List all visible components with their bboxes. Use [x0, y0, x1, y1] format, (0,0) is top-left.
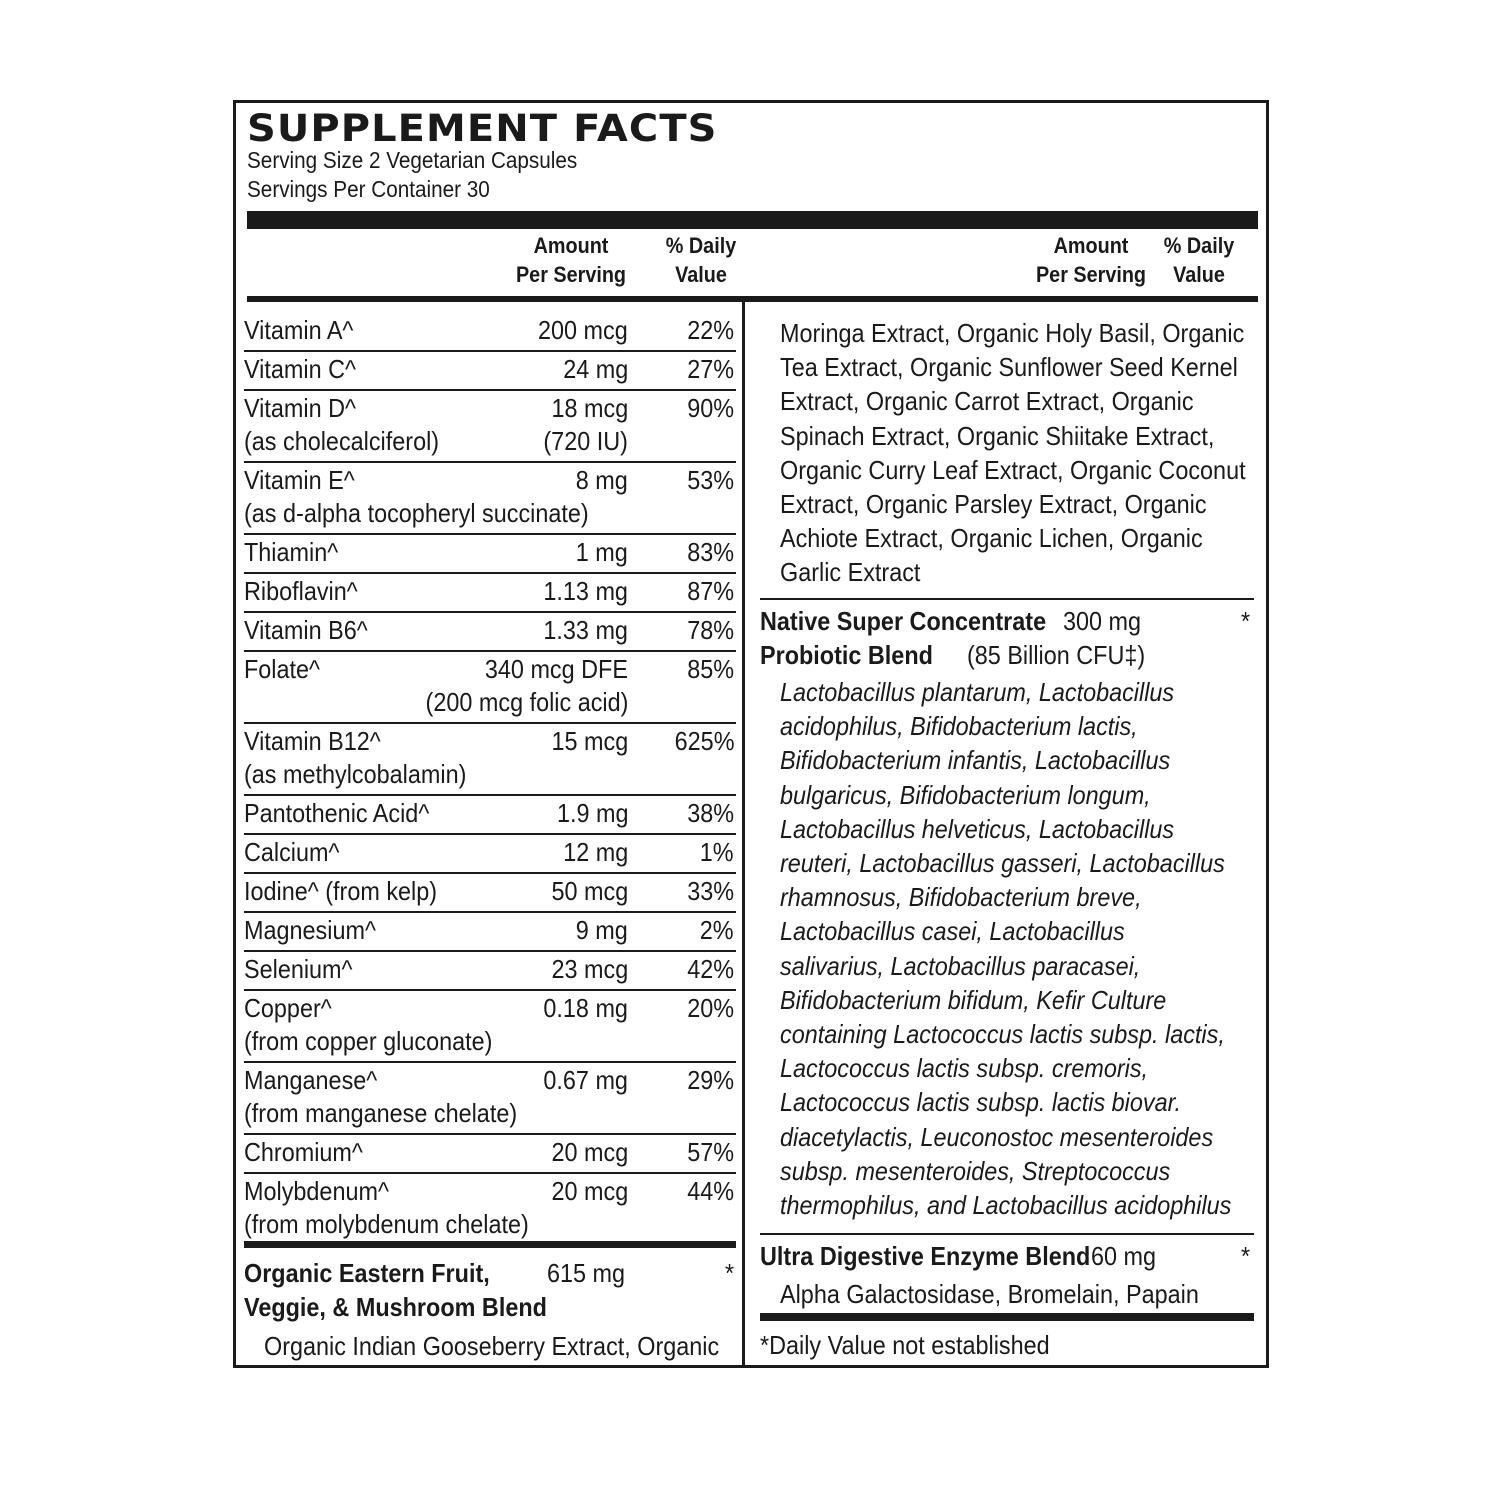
nutrient-amount: 18 mcg	[551, 393, 628, 423]
left-amount-header: Amount Per Serving	[515, 233, 627, 287]
nutrient-subname: (as cholecalciferol)	[244, 426, 440, 456]
nutrient-name: Magnesium^	[244, 915, 376, 945]
nutrient-subname: (as d-alpha tocopheryl succinate)	[244, 498, 589, 528]
enzyme-name: Ultra Digestive Enzyme Blend	[760, 1241, 1091, 1271]
nutrient-subamount: (200 mcg folic acid)	[425, 687, 628, 717]
nutrient-dv: 38%	[687, 798, 734, 828]
nutrient-dv: 20%	[687, 993, 734, 1023]
nutrient-amount: 1.13 mg	[543, 576, 628, 606]
nutrient-row	[244, 835, 736, 874]
nutrient-dv: 1%	[700, 837, 734, 867]
nutrient-amount: 15 mcg	[551, 726, 628, 756]
strain-line: containing Lactococcus lactis subsp. lactis,	[780, 1019, 1225, 1049]
probiotic-name-1: Native Super Concentrate	[760, 606, 1047, 636]
fruit-ingredient-line: Moringa Extract, Organic Holy Basil, Organic	[780, 318, 1245, 348]
nutrient-subname: (from copper gluconate)	[244, 1026, 493, 1056]
fruit-blend-ingredients-start: Organic Indian Gooseberry Extract, Organic	[264, 1331, 720, 1361]
nutrient-name: Selenium^	[244, 954, 353, 984]
column-divider	[742, 301, 745, 1365]
nutrient-name: Vitamin B12^	[244, 726, 381, 756]
strain-line: reuteri, Lactobacillus gasseri, Lactobacillus	[780, 848, 1225, 878]
nutrient-dv: 78%	[687, 615, 734, 645]
nutrient-amount: 0.67 mg	[543, 1065, 628, 1095]
probiotic-dv: *	[1241, 606, 1251, 636]
nutrient-amount: 20 mcg	[551, 1137, 628, 1167]
fruit-ingredient-line: Extract, Organic Parsley Extract, Organic	[780, 489, 1207, 519]
strain-line: Bifidobacterium bifidum, Kefir Culture	[780, 984, 1167, 1015]
nutrient-dv: 22%	[687, 315, 734, 345]
probiotic-amount: 300 mg	[1063, 606, 1142, 636]
nutrient-amount: 12 mg	[562, 837, 628, 867]
probiotic-cfu: (85 Billion CFU‡)	[967, 640, 1146, 670]
strain-line: subsp. mesenteroides, Streptococcus	[780, 1155, 1171, 1186]
nutrient-row	[244, 952, 736, 991]
panel-title: SUPPLEMENT FACTS	[247, 107, 718, 150]
nutrient-amount: 50 mcg	[551, 876, 628, 906]
header-bottom-bar	[247, 296, 1258, 302]
nutrient-amount: 24 mg	[562, 354, 628, 384]
enzyme-ingredients: Alpha Galactosidase, Bromelain, Papain	[780, 1279, 1199, 1309]
nutrient-row	[244, 313, 736, 352]
strain-line: Bifidobacterium infantis, Lactobacillus	[780, 745, 1171, 776]
strain-line: acidophilus, Bifidobacterium lactis,	[780, 711, 1138, 742]
strain-line: rhamnosus, Bifidobacterium breve,	[780, 882, 1142, 913]
nutrient-dv: 53%	[687, 465, 734, 495]
nutrient-dv: 33%	[687, 876, 734, 906]
servings-per-container: Servings Per Container 30	[247, 176, 490, 202]
nutrient-dv: 27%	[687, 354, 734, 384]
nutrient-row	[244, 391, 736, 463]
nutrient-dv: 625%	[674, 726, 734, 756]
serving-size: Serving Size 2 Vegetarian Capsules	[247, 147, 578, 173]
nutrient-subname: (from molybdenum chelate)	[244, 1209, 529, 1239]
nutrient-amount: 23 mcg	[551, 954, 628, 984]
nutrient-name: Molybdenum^	[244, 1176, 389, 1206]
nutrient-name: Vitamin E^	[244, 465, 355, 495]
nutrient-amount: 0.18 mg	[543, 993, 628, 1023]
nutrient-row	[244, 463, 736, 535]
nutrient-subamount: (720 IU)	[543, 426, 628, 456]
nutrient-name: Copper^	[244, 993, 332, 1023]
nutrient-name: Folate^	[244, 654, 321, 684]
nutrient-amount: 1 mg	[575, 537, 628, 567]
nutrient-name: Iodine^ (from kelp)	[244, 876, 438, 906]
fruit-ingredient-line: Garlic Extract	[780, 557, 921, 588]
strain-line: Lactobacillus casei, Lactobacillus	[780, 916, 1125, 947]
strain-line: bulgaricus, Bifidobacterium longum,	[780, 779, 1151, 810]
nutrient-row	[244, 874, 736, 913]
supplement-facts-panel	[233, 100, 1269, 1368]
nutrient-name: Calcium^	[244, 837, 340, 867]
nutrient-row	[244, 613, 736, 652]
nutrient-dv: 85%	[687, 654, 734, 684]
probiotic-name-2: Probiotic Blend	[760, 640, 933, 670]
enzyme-amount: 60 mg	[1091, 1241, 1157, 1271]
nutrient-dv: 57%	[687, 1137, 734, 1167]
nutrient-name: Pantothenic Acid^	[244, 798, 430, 828]
nutrient-amount: 340 mcg DFE	[484, 654, 628, 684]
fruit-blend-dv: *	[725, 1258, 735, 1288]
nutrient-row	[244, 1135, 736, 1174]
strain-line: Lactococcus lactis subsp. lactis biovar.	[780, 1087, 1182, 1118]
strain-line: thermophilus, and Lactobacillus acidophilus	[780, 1190, 1232, 1220]
nutrient-name: Manganese^	[244, 1065, 378, 1095]
nutrient-name: Thiamin^	[244, 537, 339, 567]
nutrient-row	[244, 652, 736, 724]
nutrient-name: Chromium^	[244, 1137, 363, 1167]
nutrient-row	[244, 1063, 736, 1135]
strain-line: Lactobacillus plantarum, Lactobacillus	[780, 677, 1175, 707]
nutrient-amount: 200 mcg	[538, 315, 628, 345]
nutrient-dv: 83%	[687, 537, 734, 567]
nutrient-dv: 44%	[687, 1176, 734, 1206]
nutrient-amount: 1.9 mg	[556, 798, 628, 828]
fruit-ingredient-line: Tea Extract, Organic Sunflower Seed Kernel	[780, 352, 1238, 383]
strain-line: diacetylactis, Leuconostoc mesenteroides	[780, 1121, 1214, 1152]
nutrient-amount: 9 mg	[575, 915, 628, 945]
left-dv-header: % Daily Value	[665, 233, 737, 287]
nutrient-dv: 2%	[700, 915, 734, 945]
fruit-ingredient-line: Organic Curry Leaf Extract, Organic Coconut	[780, 454, 1246, 485]
nutrient-row	[244, 724, 736, 796]
nutrient-name: Vitamin C^	[244, 354, 356, 384]
nutrient-name: Vitamin D^	[244, 393, 356, 423]
enzyme-dv: *	[1241, 1241, 1251, 1271]
fruit-blend-amount: 615 mg	[547, 1258, 626, 1288]
nutrient-row	[244, 991, 736, 1063]
blend-top-bar	[244, 1241, 736, 1248]
nutrient-amount: 8 mg	[575, 465, 628, 495]
fruit-ingredient-line: Spinach Extract, Organic Shiitake Extract,	[780, 420, 1215, 451]
fruit-blend-name-1: Organic Eastern Fruit,	[244, 1258, 490, 1288]
nutrient-dv: 87%	[687, 576, 734, 606]
fruit-ingredient-line: Achiote Extract, Organic Lichen, Organic	[780, 523, 1203, 554]
footnote: *Daily Value not established	[760, 1330, 1050, 1360]
fruit-blend-name-2: Veggie, & Mushroom Blend	[244, 1292, 547, 1322]
right-amount-header: Amount Per Serving	[1035, 233, 1147, 287]
nutrient-row	[244, 1174, 736, 1246]
nutrient-row	[244, 352, 736, 391]
nutrient-subname: (as methylcobalamin)	[244, 759, 467, 789]
fruit-ingredient-line: Extract, Organic Carrot Extract, Organic	[780, 386, 1194, 417]
top-thick-bar	[247, 211, 1258, 229]
nutrient-amount: 1.33 mg	[543, 615, 628, 645]
nutrient-subname: (from manganese chelate)	[244, 1098, 518, 1128]
divider-line	[760, 598, 1254, 600]
nutrient-amount: 20 mcg	[551, 1176, 628, 1206]
strain-line: Lactococcus lactis subsp. cremoris,	[780, 1053, 1149, 1084]
nutrient-name: Riboflavin^	[244, 576, 358, 606]
nutrient-dv: 90%	[687, 393, 734, 423]
nutrient-row	[244, 796, 736, 835]
strain-line: salivarius, Lactobacillus paracasei,	[780, 950, 1141, 981]
nutrient-row	[244, 574, 736, 613]
nutrient-dv: 42%	[687, 954, 734, 984]
nutrient-name: Vitamin A^	[244, 315, 354, 345]
nutrient-name: Vitamin B6^	[244, 615, 368, 645]
nutrient-row	[244, 535, 736, 574]
footnote-top-bar	[760, 1313, 1254, 1321]
divider-line	[760, 1233, 1254, 1235]
nutrient-row	[244, 913, 736, 952]
right-dv-header: % Daily Value	[1163, 233, 1235, 287]
strain-line: Lactobacillus helveticus, Lactobacillus	[780, 813, 1175, 844]
nutrient-dv: 29%	[687, 1065, 734, 1095]
